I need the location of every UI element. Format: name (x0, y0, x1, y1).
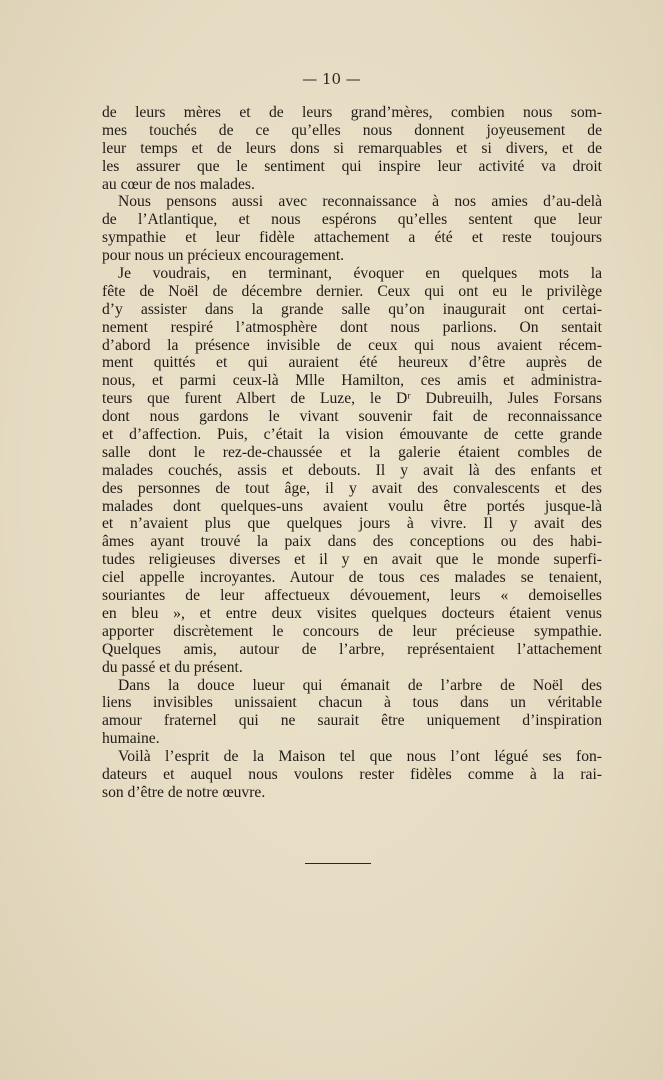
text-line: humaine. (102, 730, 160, 748)
text-line: d’abord la présence invisible de ceux qui nous avaient récem- (102, 336, 602, 354)
text-line: et d’affection. Puis, c’était la vision émouvante de cette grande (102, 426, 602, 444)
paragraph (102, 677, 602, 749)
text-line: pour nous un précieux encouragement. (102, 247, 345, 265)
text-line: Dans la douce lueur qui émanait de l’arbre de Noël des (118, 676, 602, 694)
text-line: Je voudrais, en terminant, évoquer en quelques mots la (118, 265, 602, 283)
text-line: malades dont quelques-uns avaient voulu être portés jusque-là (102, 497, 602, 515)
text-line: tudes religieuses diverses et il y en avait que le monde superfi- (102, 551, 602, 569)
body-text (102, 104, 602, 802)
text-line: en bleu », et entre deux visites quelques docteurs étaient venus (102, 604, 602, 622)
page-number: — 10 — (302, 70, 361, 88)
text-line: âmes ayant trouvé la paix dans des conceptions ou des habi- (102, 533, 602, 551)
text-line: liens invisibles unissaient chacun à tous dans un véritable (102, 694, 602, 712)
text-line: nous, et parmi ceux-là Mlle Hamilton, ces amis et administra- (102, 372, 602, 390)
text-line: sympathie et leur fidèle attachement a été et reste toujours (102, 229, 602, 247)
text-line: apporter discrètement le concours de leur précieuse sympathie. (102, 622, 602, 640)
text-line: Voilà l’esprit de la Maison tel que nous l’ont légué ses fon- (118, 748, 602, 766)
paragraph (102, 748, 602, 802)
text-line: et n’avaient plus que quelques jours à vivre. Il y avait des (102, 515, 602, 533)
text-line: teurs que furent Albert de Luze, le Dʳ Dubreuilh, Jules Forsans (102, 390, 602, 408)
paragraph (102, 193, 602, 265)
text-line: de l’Atlantique, et nous espérons qu’elles sentent que leur (102, 211, 602, 229)
paragraph (102, 265, 602, 676)
text-line: du passé et du présent. (102, 658, 243, 676)
text-line: son d’être de notre œuvre. (102, 783, 266, 801)
end-rule (305, 863, 371, 864)
text-line: salle dont le rez-de-chaussée et la galerie étaient combles de (102, 443, 602, 461)
text-line: au cœur de nos malades. (102, 175, 255, 193)
text-line: Nous pensons aussi avec reconnaissance à nos amies d’au-delà (118, 193, 602, 211)
text-line: ciel appelle incroyantes. Autour de tous ces malades se tenaient, (102, 569, 602, 587)
text-line: Quelques amis, autour de l’arbre, représentaient l’attachement (102, 640, 602, 658)
text-line: des personnes de tout âge, il y avait des convalescents et des (102, 479, 602, 497)
text-line: d’y assister dans la grande salle qu’on inaugurait ont certai- (102, 300, 602, 318)
text-line: nement respiré l’atmosphère dont nous parlions. On sentait (102, 318, 602, 336)
text-line: ment quittés et qui auraient été heureux d’être auprès de (102, 354, 602, 372)
text-line: de leurs mères et de leurs grand’mères, combien nous som- (102, 104, 602, 121)
text-line: dont nous gardons le vivant souvenir fait de reconnaissance (102, 408, 602, 426)
text-line: dateurs et auquel nous voulons rester fidèles comme à la rai- (102, 765, 602, 783)
paragraph (102, 104, 602, 193)
text-line: mes touchés de ce qu’elles nous donnent joyeusement de (102, 121, 602, 139)
text-line: fête de Noël de décembre dernier. Ceux qui ont eu le privilège (102, 282, 602, 300)
text-line: amour fraternel qui ne saurait être uniquement d’inspiration (102, 712, 602, 730)
text-line: souriantes de leur affectueux dévouement, leurs « demoiselles (102, 587, 602, 605)
text-line: leur temps et de leurs dons si remarquables et si divers, et de (102, 139, 602, 157)
text-line: les assurer que le sentiment qui inspire leur activité va droit (102, 157, 602, 175)
text-line: malades couchés, assis et debouts. Il y avait là des enfants et (102, 461, 602, 479)
